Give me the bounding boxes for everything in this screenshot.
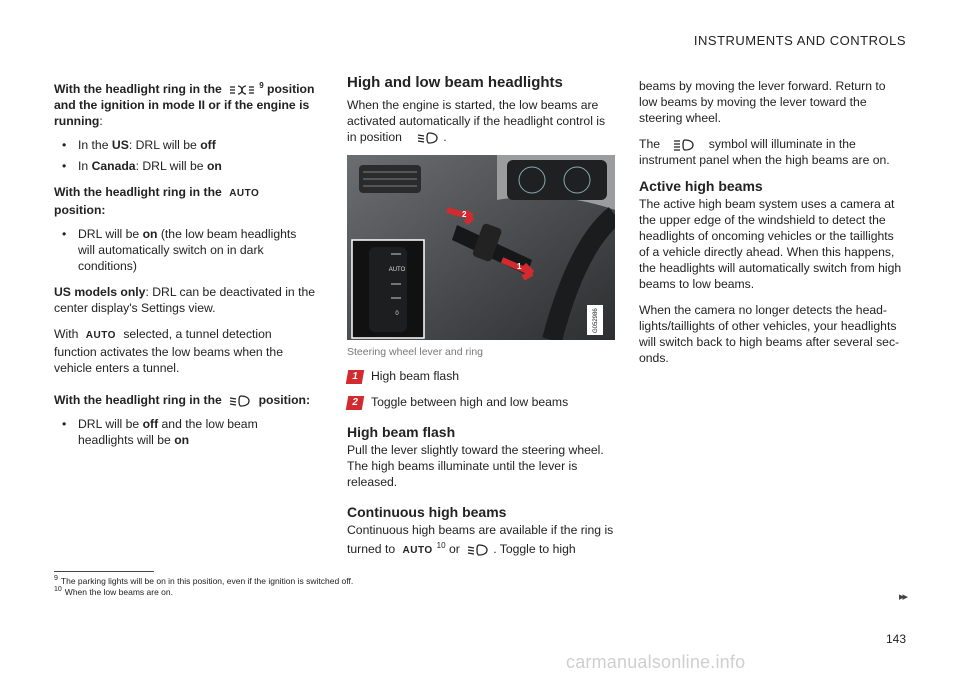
watermark: carmanualsonline.info — [566, 652, 746, 672]
ring-label-auto: AUTO — [388, 267, 406, 273]
paragraph-position-lights — [54, 78, 316, 129]
paragraph-continuous-high-beams — [347, 522, 615, 559]
heading-active-high-beams: Active high beams — [639, 178, 763, 194]
paragraph-us-models — [54, 284, 316, 316]
list-item — [54, 416, 316, 448]
paragraph-active-1: The active high beam system uses a camera at the upper edge of the windshield to detect the headlights of oncoming vehicles or the taillights of a vehicle directly ahead. When this happens, the headlights will automatically switch from high beams to low beams. — [639, 197, 902, 291]
heading-continuous-high-beams: Continuous high beams — [347, 504, 507, 520]
text: position and the ignition in mode II or if the engine is running — [54, 82, 315, 129]
column-middle — [347, 75, 615, 569]
callout-badge: 2 — [346, 396, 364, 410]
text: DRL will be — [78, 227, 140, 242]
footnote-10 — [54, 586, 173, 597]
paragraph-continuation: beams by moving the lever forward. Return to low beams by moving the lever toward the steering wheel. — [639, 79, 886, 125]
text: symbol will illuminate in the instrument panel when the high beams are on. — [639, 137, 890, 167]
list-item — [54, 158, 316, 174]
text: The — [639, 137, 661, 151]
list-item — [54, 137, 316, 153]
text: position: — [54, 203, 106, 218]
figure-caption: Steering wheel lever and ring — [347, 346, 483, 358]
footnote-number: 10 — [54, 586, 62, 593]
footnote-number: 9 — [54, 575, 58, 582]
paragraph-high-beam-symbol — [639, 136, 907, 168]
section-title: INSTRUMENTS AND CONTROLS — [693, 33, 906, 48]
state: on — [142, 227, 158, 242]
callout-item — [347, 394, 615, 410]
auto-symbol: AUTO — [229, 188, 260, 200]
low-beam-icon — [417, 132, 439, 144]
column-right — [639, 78, 907, 376]
text: or — [448, 542, 460, 557]
paragraph-high-beam-flash: Pull the lever slightly toward the steering wheel. The high beams illuminate until the lever is released. — [347, 443, 604, 489]
list-item — [54, 226, 316, 274]
region: Canada — [91, 159, 136, 174]
text: Continuous high beams are available if the ring is turned to — [347, 523, 614, 557]
text: : DRL will be — [128, 138, 197, 153]
text: . Toggle to high — [493, 542, 576, 557]
auto-symbol: AUTO — [85, 330, 116, 342]
footnote-text: The parking lights will be on in this position, even if the ignition is switched off. — [60, 575, 354, 586]
text: When the engine is started, the low beams are activated automatically if the headlight control is in position — [347, 98, 606, 144]
footnote-divider — [54, 571, 154, 572]
text: With — [54, 327, 79, 342]
auto-list — [54, 226, 316, 274]
callout-badge: 1 — [346, 370, 364, 384]
text: DRL will be — [78, 417, 140, 432]
text: selected, a tunnel detection function activates the low beams when the vehicle enters a tunnel. — [54, 327, 283, 376]
text: In — [78, 159, 89, 174]
paragraph-active-2: When the camera no longer detects the head-lights/taillights of other vehicles, your headlights will switch back to high beams after several sec-onds. — [639, 303, 900, 365]
lever-illustration — [347, 155, 615, 340]
low-beam-icon — [229, 395, 251, 407]
text: With the headlight ring in the — [54, 393, 222, 408]
low-beam-list — [54, 416, 316, 448]
position-light-icon — [229, 85, 255, 95]
text: With the headlight ring in the — [54, 82, 222, 97]
figure-callout-1: 1 — [517, 262, 522, 271]
callout-text: Toggle between high and low beams — [371, 395, 569, 409]
text: position: — [258, 393, 311, 408]
text: : DRL can be deactivated in the center display's Settings view. — [54, 285, 316, 316]
colon: : — [99, 114, 103, 129]
figure-callout-2: 2 — [462, 210, 467, 219]
text: With the headlight ring in the — [54, 185, 222, 200]
text: : DRL will be — [135, 159, 204, 174]
callout-item — [347, 368, 615, 384]
callout-text: High beam flash — [371, 369, 460, 383]
low-beam-icon — [467, 544, 489, 556]
page-number: 143 — [885, 632, 906, 646]
steering-wheel-lever-image — [347, 155, 615, 340]
drl-region-list — [54, 137, 316, 174]
instrument-cluster — [507, 160, 607, 200]
next-page-icon[interactable]: ▸▸ — [898, 591, 906, 603]
footnote-9 — [54, 575, 353, 586]
text: and the low beam headlights will be — [78, 417, 258, 448]
paragraph-low-beam-position — [54, 392, 316, 408]
intro-paragraph — [347, 97, 615, 145]
state: on — [174, 433, 190, 448]
us-models-label: US models only — [54, 285, 146, 300]
text: . — [443, 130, 447, 144]
footnote-text: When the low beams are on. — [64, 586, 173, 597]
ring-label-0: 0 — [395, 311, 399, 317]
state: on — [206, 159, 222, 174]
auto-symbol: AUTO — [402, 545, 433, 557]
state: off — [142, 417, 159, 432]
figure-code: G052986 — [593, 308, 599, 333]
text: (the low beam headlights will automatically switch on in dark conditions) — [78, 227, 297, 274]
high-beam-icon — [673, 139, 695, 151]
footnote-ref-10[interactable]: 10 — [436, 541, 446, 550]
paragraph-tunnel-detection — [54, 326, 316, 376]
column-left — [54, 78, 316, 458]
region: US — [111, 138, 129, 153]
heading-high-beam-flash: High beam flash — [347, 424, 456, 440]
paragraph-auto-position — [54, 184, 316, 218]
text: In the — [78, 138, 109, 153]
footnote-ref-9[interactable]: 9 — [259, 81, 264, 90]
state: off — [200, 138, 216, 153]
section-heading: High and low beam headlights — [347, 74, 563, 91]
